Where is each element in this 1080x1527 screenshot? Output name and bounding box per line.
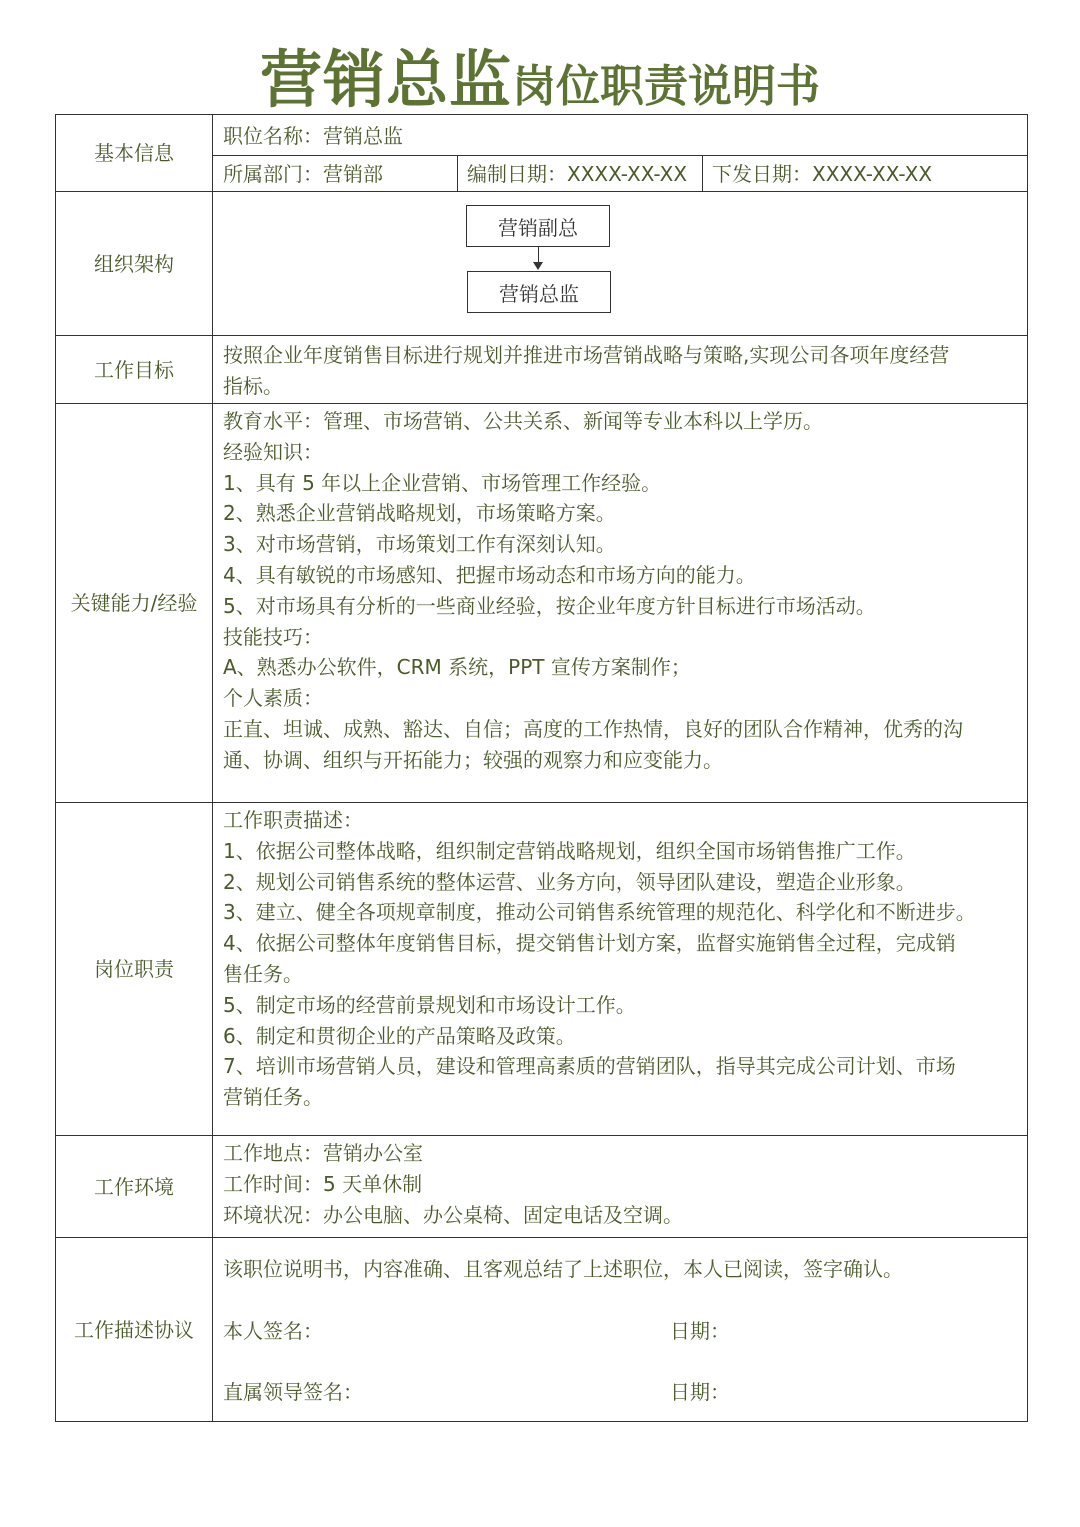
column-divider: [702, 155, 703, 191]
goal-line: 指标。: [223, 373, 283, 398]
environment-line: 工作时间：5 天单休制: [223, 1171, 423, 1196]
ability-line: 2、熟悉企业营销战略规划，市场策略方案。: [223, 501, 616, 526]
duty-line: 4、依据公司整体年度销售目标，提交销售计划方案，监督实施销售全过程，完成销: [223, 931, 956, 956]
duty-line: 2、规划公司销售系统的整体运营、业务方向，领导团队建设，塑造企业形象。: [223, 869, 916, 894]
goal-line: 按照企业年度销售目标进行规划并推进市场营销战略与策略,实现公司各项年度经营: [223, 343, 950, 367]
ability-line: 通、协调、组织与开拓能力；较强的观察力和应变能力。: [223, 747, 723, 772]
ability-label: 关键能力/经验: [70, 591, 198, 615]
arrow-down-icon: [533, 262, 543, 270]
environment-line: 环境状况：办公电脑、办公桌椅、固定电话及空调。: [223, 1202, 683, 1227]
org-label: 组织架构: [94, 251, 174, 276]
self-date-label: 日期：: [670, 1319, 730, 1343]
duties-label: 岗位职责: [94, 957, 174, 981]
self-signature-label: 本人签名：: [223, 1319, 323, 1343]
ability-line: 经验知识：: [223, 439, 323, 464]
title-sub: 岗位职责说明书: [512, 61, 820, 112]
basic-info-label: 基本信息: [94, 141, 174, 165]
ability-line: 1、具有 5 年以上企业营销、市场管理工作经验。: [223, 470, 662, 495]
column-divider: [457, 155, 458, 191]
environment-label: 工作环境: [94, 1174, 174, 1199]
ability-line: 5、对市场具有分析的一些商业经验，按企业年度方针目标进行市场活动。: [223, 593, 876, 618]
environment-line: 工作地点：营销办公室: [223, 1141, 423, 1165]
row-divider: [212, 155, 1027, 156]
page-title: [0, 30, 1080, 119]
ability-line: A、熟悉办公软件，CRM 系统，PPT 宣传方案制作；: [223, 655, 691, 680]
issue-date: 下发日期：XXXX-XX-XX: [712, 162, 933, 186]
compile-date: 编制日期：XXXX-XX-XX: [467, 162, 688, 186]
org-box-marketing-director: 营销总监: [467, 271, 611, 313]
duty-line: 营销任务。: [223, 1085, 323, 1110]
ability-line: 教育水平：管理、市场营销、公共关系、新闻等专业本科以上学历。: [223, 409, 823, 433]
leader-date-label: 日期：: [670, 1380, 730, 1404]
ability-text: [223, 406, 1023, 776]
duty-line: 1、依据公司整体战略，组织制定营销战略规划，组织全国市场销售推广工作。: [223, 838, 916, 863]
goal-text: [223, 340, 1023, 402]
duty-line: 5、制定市场的经营前景规划和市场设计工作。: [223, 992, 636, 1017]
ability-line: 4、具有敏锐的市场感知、把握市场动态和市场方向的能力。: [223, 562, 756, 587]
position-name: 职位名称：营销总监: [223, 124, 403, 148]
duties-text: [223, 805, 1023, 1113]
agreement-label: 工作描述协议: [74, 1318, 194, 1342]
ability-line: 3、对市场营销，市场策划工作有深刻认知。: [223, 532, 616, 557]
goal-label: 工作目标: [94, 357, 174, 382]
ability-line: 个人素质：: [223, 686, 323, 711]
duty-line: 7、培训市场营销人员，建设和管理高素质的营销团队，指导其完成公司计划、市场: [223, 1054, 956, 1079]
ability-line: 正直、坦诚、成熟、豁达、自信；高度的工作热情，良好的团队合作精神，优秀的沟: [223, 716, 963, 741]
duty-line: 工作职责描述：: [223, 808, 363, 832]
column-divider: [212, 114, 213, 1422]
duty-line: 6、制定和贯彻企业的产品策略及政策。: [223, 1023, 576, 1048]
agreement-statement: 该职位说明书，内容准确、且客观总结了上述职位，本人已阅读，签字确认。: [223, 1257, 903, 1281]
environment-text: [223, 1138, 1023, 1230]
duty-line: 售任务。: [223, 961, 303, 986]
title-main: 营销总监: [259, 43, 512, 116]
leader-signature-label: 直属领导签名：: [223, 1380, 363, 1404]
org-box-vp-marketing: 营销副总: [466, 205, 610, 247]
duty-line: 3、建立、健全各项规章制度，推动公司销售系统管理的规范化、科学化和不断进步。: [223, 900, 976, 925]
department: 所属部门：营销部: [223, 162, 383, 186]
ability-line: 技能技巧：: [223, 624, 323, 649]
